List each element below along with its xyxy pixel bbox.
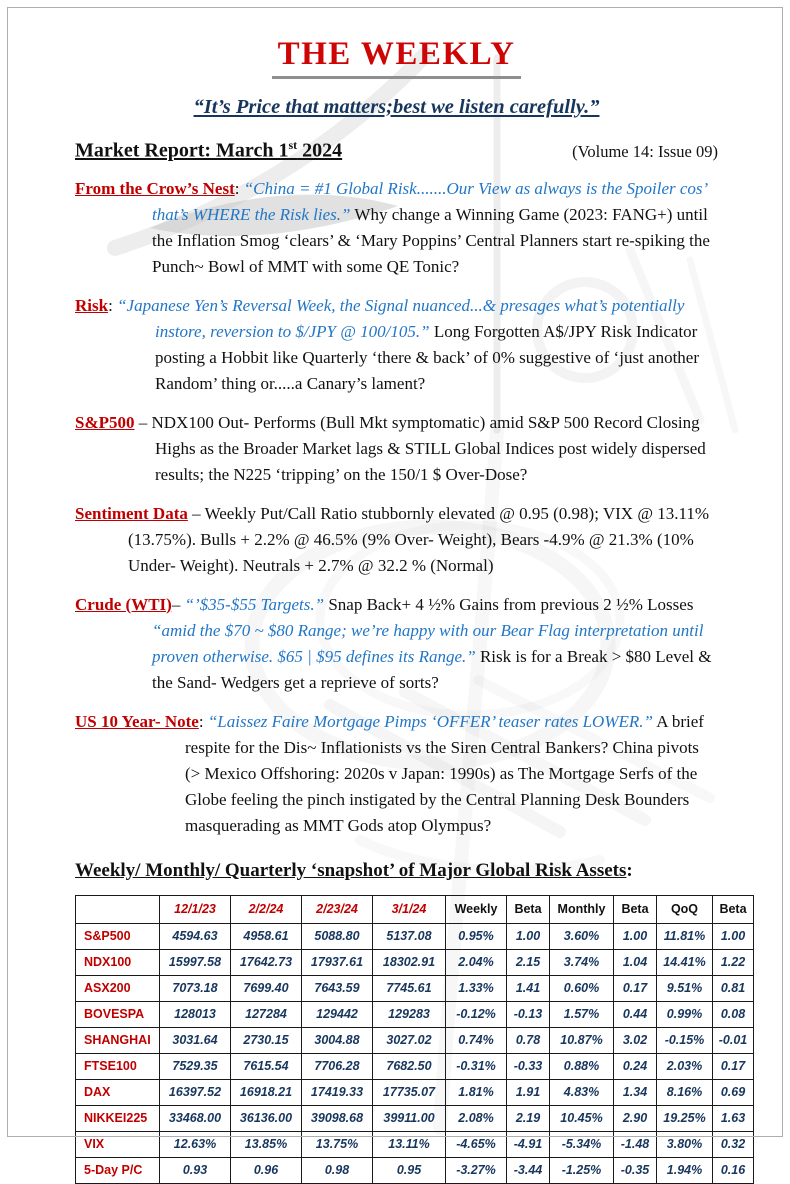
table-cell: 15997.58 — [160, 949, 231, 975]
page-subtitle: “It’s Price that matters;best we listen carefully.” — [193, 96, 600, 118]
ordinal-superscript: st — [288, 138, 298, 152]
column-header-weekly: Weekly — [446, 895, 507, 923]
section-text: Why change a Winning Game (2023: FANG+) until the Inflation Smog ‘clears’ & ‘Mary Poppins’ Central Planners start re-spiking the Punch~ Bowl of MMT with some QE Tonic? — [152, 204, 710, 276]
table-row — [76, 1131, 754, 1157]
volume-issue-label: (Volume 14: Issue 09) — [572, 141, 718, 161]
table-cell: 0.08 — [713, 1001, 754, 1027]
section-crude-wti — [75, 592, 718, 696]
table-cell: 13.85% — [231, 1131, 302, 1157]
row-label: NIKKEI225 — [76, 1105, 160, 1131]
section-separator: – — [187, 503, 205, 523]
report-title — [75, 138, 342, 163]
section-separator: : — [108, 295, 118, 315]
column-header-beta-1: Beta — [507, 895, 550, 923]
section-quote: “Japanese Yen’s Reversal Week, the Signal nuanced...& presages what’s potentially instore, reversion to $/JPY @ 100/105.” — [117, 295, 685, 341]
section-risk — [75, 293, 718, 397]
row-label: 5-Day P/C — [76, 1157, 160, 1183]
table-cell: 4594.63 — [160, 923, 231, 949]
row-label: NDX100 — [76, 949, 160, 975]
report-header-row — [75, 138, 718, 163]
section-text: Long Forgotten A$/JPY Risk Indicator posting a Hobbit like Quarterly ‘there & back’ of 0% suggestive of ‘just another Random’ thing or.....a Canary’s lament? — [155, 321, 700, 393]
table-cell: 3027.02 — [373, 1027, 446, 1053]
table-cell: 0.17 — [614, 975, 657, 1001]
row-label: BOVESPA — [76, 1001, 160, 1027]
table-cell: 129283 — [373, 1001, 446, 1027]
table-cell: 0.69 — [713, 1079, 754, 1105]
column-header-beta-3: Beta — [713, 895, 754, 923]
section-text: NDX100 Out- Performs (Bull Mkt symptomatic) amid S&P 500 Record Closing Highs as the Broader Market lags & STILL Global Indices post widely dispersed results; the N225 ‘tripping’ on the 150/1 $ Over-Dose? — [151, 412, 706, 484]
table-cell: 1.81% — [446, 1079, 507, 1105]
table-cell: 2.15 — [507, 949, 550, 975]
table-cell: -0.15% — [657, 1027, 713, 1053]
table-header-row — [76, 895, 754, 923]
table-cell: -0.01 — [713, 1027, 754, 1053]
table-cell: 0.60% — [550, 975, 614, 1001]
section-crows-nest — [75, 176, 718, 280]
table-cell: -4.91 — [507, 1131, 550, 1157]
table-row — [76, 1157, 754, 1183]
table-cell: 1.57% — [550, 1001, 614, 1027]
row-label: FTSE100 — [76, 1053, 160, 1079]
table-cell: -0.12% — [446, 1001, 507, 1027]
table-cell: 17642.73 — [231, 949, 302, 975]
table-cell: 0.95% — [446, 923, 507, 949]
column-header-qoq: QoQ — [657, 895, 713, 923]
table-cell: 4.83% — [550, 1079, 614, 1105]
row-label: VIX — [76, 1131, 160, 1157]
section-sp500 — [75, 410, 718, 488]
row-label: SHANGHAI — [76, 1027, 160, 1053]
table-cell: 1.33% — [446, 975, 507, 1001]
table-cell: 1.41 — [507, 975, 550, 1001]
section-separator: – — [171, 594, 185, 614]
table-row — [76, 1079, 754, 1105]
table-cell: 8.16% — [657, 1079, 713, 1105]
table-cell: 1.00 — [614, 923, 657, 949]
table-cell: 2.08% — [446, 1105, 507, 1131]
table-cell: 1.00 — [713, 923, 754, 949]
table-cell: 7643.59 — [302, 975, 373, 1001]
table-cell: 3.02 — [614, 1027, 657, 1053]
table-cell: -0.33 — [507, 1053, 550, 1079]
table-row — [76, 1053, 754, 1079]
table-cell: 7073.18 — [160, 975, 231, 1001]
table-row — [76, 1001, 754, 1027]
table-cell: 7529.35 — [160, 1053, 231, 1079]
table-cell: -1.48 — [614, 1131, 657, 1157]
section-separator: : — [198, 711, 208, 731]
table-cell: 0.24 — [614, 1053, 657, 1079]
table-cell: 3004.88 — [302, 1027, 373, 1053]
report-title-suffix: 2024 — [297, 139, 343, 162]
table-cell: 3031.64 — [160, 1027, 231, 1053]
page-title: THE WEEKLY — [272, 36, 522, 79]
table-cell: 0.78 — [507, 1027, 550, 1053]
section-quote-2: “amid the $70 ~ $80 Range; we’re happy with our Bear Flag interpretation until proven otherwise. $65 | $95 defines its Range.” — [152, 620, 704, 666]
section-heading: Sentiment Data — [75, 503, 188, 523]
table-cell: 11.81% — [657, 923, 713, 949]
table-cell: 0.95 — [373, 1157, 446, 1183]
table-cell: 5137.08 — [373, 923, 446, 949]
table-cell: 12.63% — [160, 1131, 231, 1157]
table-cell: 2.19 — [507, 1105, 550, 1131]
table-cell: 13.11% — [373, 1131, 446, 1157]
table-cell: 3.80% — [657, 1131, 713, 1157]
table-cell: 17735.07 — [373, 1079, 446, 1105]
table-cell: 17419.33 — [302, 1079, 373, 1105]
table-cell: 2.90 — [614, 1105, 657, 1131]
table-cell: 36136.00 — [231, 1105, 302, 1131]
row-label: S&P500 — [76, 923, 160, 949]
row-label: DAX — [76, 1079, 160, 1105]
table-cell: 7615.54 — [231, 1053, 302, 1079]
section-sentiment-data — [75, 501, 718, 579]
table-cell: 1.04 — [614, 949, 657, 975]
snapshot-table — [75, 895, 754, 1184]
table-cell: 0.93 — [160, 1157, 231, 1183]
table-cell: 3.74% — [550, 949, 614, 975]
section-text: A brief respite for the Dis~ Inflationists vs the Siren Central Bankers? China pivots (> Mexico Offshoring: 2020s v Japan: 1990s) as The Mortgage Serfs of the Globe feeling the pinch instigated by the Central Planning Desk Bounders masquerading as MMT Gods atop Olympus? — [185, 711, 704, 835]
section-text: Weekly Put/Call Ratio stubbornly elevated @ 0.95 (0.98); VIX @ 13.11% (13.75%). Bulls + 2.2% @ 46.5% (9% Over- Weight), Bears -4.9% @ 21.3% (10% Under- Weight). Neutrals + 2.7% @ 32.2 % (Normal) — [128, 503, 710, 575]
row-label: ASX200 — [76, 975, 160, 1001]
section-separator: : — [234, 178, 244, 198]
section-quote: “China = #1 Global Risk.......Our View as always is the Spoiler cos’ that’s WHERE the Risk lies.” — [152, 178, 707, 224]
table-title-colon: : — [626, 859, 633, 881]
table-cell: 127284 — [231, 1001, 302, 1027]
column-header-monthly: Monthly — [550, 895, 614, 923]
table-cell: 2.04% — [446, 949, 507, 975]
table-cell: -1.25% — [550, 1157, 614, 1183]
section-text: Snap Back+ 4 ½% Gains from previous 2 ½% Losses — [324, 594, 694, 614]
table-cell: 33468.00 — [160, 1105, 231, 1131]
table-title: Weekly/ Monthly/ Quarterly ‘snapshot’ of Major Global Risk Assets — [75, 859, 627, 881]
table-cell: 0.32 — [713, 1131, 754, 1157]
table-cell: 39911.00 — [373, 1105, 446, 1131]
table-cell: 1.34 — [614, 1079, 657, 1105]
table-row — [76, 949, 754, 975]
table-cell: 16397.52 — [160, 1079, 231, 1105]
table-cell: -4.65% — [446, 1131, 507, 1157]
table-cell: 17937.61 — [302, 949, 373, 975]
table-cell: 129442 — [302, 1001, 373, 1027]
table-cell: 39098.68 — [302, 1105, 373, 1131]
table-cell: -3.44 — [507, 1157, 550, 1183]
table-title-row — [75, 860, 718, 882]
table-cell: 2.03% — [657, 1053, 713, 1079]
section-separator: – — [134, 412, 152, 432]
table-cell: 1.63 — [713, 1105, 754, 1131]
section-heading: Crude (WTI) — [75, 594, 172, 614]
table-cell: 0.88% — [550, 1053, 614, 1079]
table-cell: 0.98 — [302, 1157, 373, 1183]
table-cell: 14.41% — [657, 949, 713, 975]
table-cell: -0.35 — [614, 1157, 657, 1183]
table-cell: 1.22 — [713, 949, 754, 975]
table-cell: 7682.50 — [373, 1053, 446, 1079]
column-header-date-1: 12/1/23 — [160, 895, 231, 923]
section-quote: “Laissez Faire Mortgage Pimps ‘OFFER’ teaser rates LOWER.” — [207, 711, 653, 731]
table-cell: 3.60% — [550, 923, 614, 949]
column-header-date-3: 2/23/24 — [302, 895, 373, 923]
section-heading: Risk — [75, 295, 109, 315]
table-row — [76, 923, 754, 949]
table-cell: 0.99% — [657, 1001, 713, 1027]
table-cell: 7745.61 — [373, 975, 446, 1001]
table-cell: 18302.91 — [373, 949, 446, 975]
section-heading: S&P500 — [75, 412, 135, 432]
table-cell: 0.96 — [231, 1157, 302, 1183]
table-cell: -0.13 — [507, 1001, 550, 1027]
table-cell: 7706.28 — [302, 1053, 373, 1079]
table-cell: 4958.61 — [231, 923, 302, 949]
table-cell: 128013 — [160, 1001, 231, 1027]
table-cell: 16918.21 — [231, 1079, 302, 1105]
table-cell: -3.27% — [446, 1157, 507, 1183]
section-text-2: Risk is for a Break > $80 Level & the Sand- Wedgers get a reprieve of sorts? — [152, 646, 712, 692]
table-row — [76, 975, 754, 1001]
table-cell: 0.16 — [713, 1157, 754, 1183]
corner-cell — [76, 895, 160, 923]
table-row — [76, 1027, 754, 1053]
section-heading: US 10 Year- Note — [75, 711, 199, 731]
section-us-10-year-note — [75, 709, 718, 839]
table-cell: 1.94% — [657, 1157, 713, 1183]
table-cell: 0.17 — [713, 1053, 754, 1079]
table-cell: 10.87% — [550, 1027, 614, 1053]
table-cell: -0.31% — [446, 1053, 507, 1079]
column-header-date-2: 2/2/24 — [231, 895, 302, 923]
table-row — [76, 1105, 754, 1131]
table-cell: 7699.40 — [231, 975, 302, 1001]
table-cell: 13.75% — [302, 1131, 373, 1157]
table-cell: 2730.15 — [231, 1027, 302, 1053]
table-cell: 0.74% — [446, 1027, 507, 1053]
table-cell: 0.81 — [713, 975, 754, 1001]
table-cell: 1.00 — [507, 923, 550, 949]
section-quote: “’$35-$55 Targets.” — [184, 594, 325, 614]
table-cell: 19.25% — [657, 1105, 713, 1131]
table-cell: 9.51% — [657, 975, 713, 1001]
section-heading: From the Crow’s Nest — [75, 178, 235, 198]
column-header-date-4: 3/1/24 — [373, 895, 446, 923]
report-title-prefix: Market Report: March 1 — [75, 139, 289, 162]
table-cell: 1.91 — [507, 1079, 550, 1105]
table-cell: 5088.80 — [302, 923, 373, 949]
table-cell: -5.34% — [550, 1131, 614, 1157]
table-cell: 10.45% — [550, 1105, 614, 1131]
table-cell: 0.44 — [614, 1001, 657, 1027]
column-header-beta-2: Beta — [614, 895, 657, 923]
